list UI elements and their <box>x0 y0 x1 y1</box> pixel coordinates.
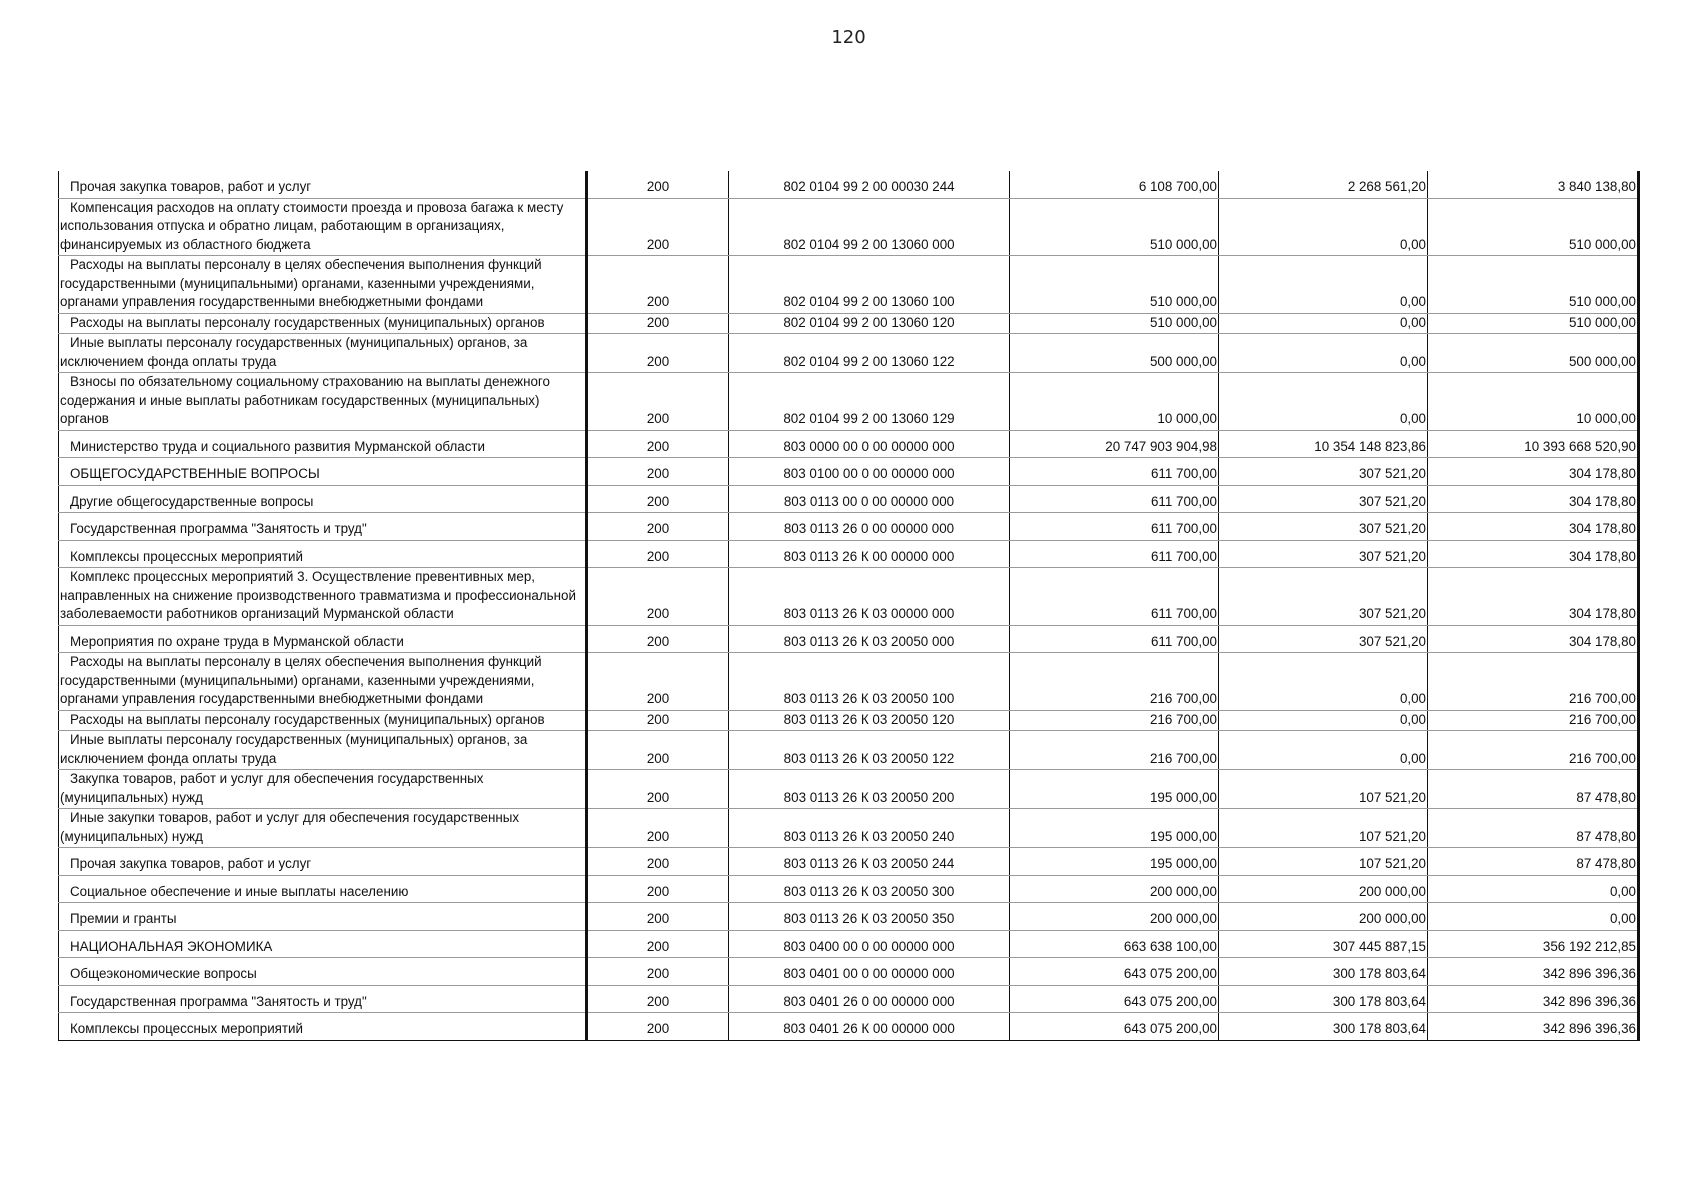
row-approved-amount-cell: 216 700,00 <box>1010 653 1219 711</box>
table-row <box>59 256 1639 314</box>
row-name-cell <box>59 430 587 458</box>
row-approved-amount-cell: 663 638 100,00 <box>1010 930 1219 958</box>
row-unexecuted-amount-cell: 3 840 138,80 <box>1428 171 1639 198</box>
row-approved-amount-cell: 500 000,00 <box>1010 334 1219 373</box>
row-classification-code-cell: 803 0113 26 0 00 00000 000 <box>729 513 1010 541</box>
row-name-text: Государственная программа "Занятость и труд" <box>70 521 367 536</box>
row-unexecuted-amount-cell: 342 896 396,36 <box>1428 1013 1639 1041</box>
row-line-code-cell: 200 <box>587 171 729 198</box>
row-unexecuted-amount-cell: 510 000,00 <box>1428 256 1639 314</box>
row-name-text: Государственная программа "Занятость и труд" <box>70 993 367 1009</box>
table-body <box>59 171 1639 1040</box>
row-name-cell <box>59 625 587 653</box>
row-name-cell <box>59 485 587 513</box>
row-approved-amount-cell: 611 700,00 <box>1010 485 1219 513</box>
row-unexecuted-amount-cell: 10 000,00 <box>1428 373 1639 431</box>
row-classification-code-cell: 802 0104 99 2 00 13060 129 <box>729 373 1010 431</box>
row-classification-code-cell: 803 0113 26 К 03 20050 122 <box>729 731 1010 770</box>
row-classification-code-cell: 803 0113 26 К 03 20050 000 <box>729 625 1010 653</box>
row-unexecuted-amount-cell: 304 178,80 <box>1428 625 1639 653</box>
row-unexecuted-amount-cell: 304 178,80 <box>1428 568 1639 626</box>
row-unexecuted-amount-cell: 500 000,00 <box>1428 334 1639 373</box>
row-unexecuted-amount-cell: 216 700,00 <box>1428 731 1639 770</box>
row-classification-code-cell: 802 0104 99 2 00 13060 120 <box>729 313 1010 334</box>
row-unexecuted-amount-cell: 342 896 396,36 <box>1428 958 1639 986</box>
row-name-text: Расходы на выплаты персоналу государственных (муниципальных) органов <box>70 711 545 727</box>
row-name-text: Расходы на выплаты персоналу государственных (муниципальных) органов <box>70 314 545 330</box>
row-name-cell <box>59 848 587 876</box>
row-line-code-cell: 200 <box>587 1013 729 1041</box>
row-approved-amount-cell: 195 000,00 <box>1010 848 1219 876</box>
row-approved-amount-cell: 510 000,00 <box>1010 256 1219 314</box>
row-line-code-cell: 200 <box>587 848 729 876</box>
row-executed-amount-cell: 0,00 <box>1219 710 1428 731</box>
row-name-cell <box>59 171 587 198</box>
row-name-text: Премии и гранты <box>70 911 177 926</box>
row-name-text: Комплексы процессных мероприятий <box>70 548 304 564</box>
row-name-cell <box>59 1013 587 1041</box>
table-row <box>59 958 1639 986</box>
row-approved-amount-cell: 611 700,00 <box>1010 568 1219 626</box>
row-name-text: Закупка товаров, работ и услуг для обеспечения государственных (муниципальных) нужд <box>60 771 484 805</box>
row-line-code-cell: 200 <box>587 540 729 568</box>
row-unexecuted-amount-cell: 510 000,00 <box>1428 313 1639 334</box>
row-line-code-cell: 200 <box>587 568 729 626</box>
table-row <box>59 710 1639 731</box>
row-executed-amount-cell: 307 445 887,15 <box>1219 930 1428 958</box>
row-classification-code-cell: 802 0104 99 2 00 13060 122 <box>729 334 1010 373</box>
table-row <box>59 458 1639 486</box>
row-executed-amount-cell: 0,00 <box>1219 313 1428 334</box>
row-line-code-cell: 200 <box>587 625 729 653</box>
row-executed-amount-cell: 307 521,20 <box>1219 540 1428 568</box>
row-line-code-cell: 200 <box>587 985 729 1013</box>
row-name-text: Прочая закупка товаров, работ и услуг <box>70 856 312 871</box>
row-approved-amount-cell: 195 000,00 <box>1010 770 1219 809</box>
row-classification-code-cell: 803 0400 00 0 00 00000 000 <box>729 930 1010 958</box>
row-executed-amount-cell: 300 178 803,64 <box>1219 958 1428 986</box>
table-row <box>59 171 1639 198</box>
row-name-text: Иные выплаты персоналу государственных (муниципальных) органов, за исключением фонда оплаты труда <box>60 732 528 766</box>
row-name-text: ОБЩЕГОСУДАРСТВЕННЫЕ ВОПРОСЫ <box>70 466 320 481</box>
row-unexecuted-amount-cell: 87 478,80 <box>1428 809 1639 848</box>
row-name-text: Иные закупки товаров, работ и услуг для обеспечения государственных (муниципальных) нужд <box>60 810 520 844</box>
row-name-cell <box>59 731 587 770</box>
row-name-cell <box>59 513 587 541</box>
row-classification-code-cell: 803 0113 26 К 03 20050 100 <box>729 653 1010 711</box>
row-name-cell <box>59 770 587 809</box>
table-row <box>59 485 1639 513</box>
row-unexecuted-amount-cell: 304 178,80 <box>1428 485 1639 513</box>
table-row <box>59 903 1639 931</box>
row-executed-amount-cell: 307 521,20 <box>1219 568 1428 626</box>
row-name-text: Другие общегосударственные вопросы <box>70 493 314 509</box>
row-executed-amount-cell: 2 268 561,20 <box>1219 171 1428 198</box>
row-name-cell <box>59 458 587 486</box>
table-row <box>59 568 1639 626</box>
row-classification-code-cell: 803 0113 26 К 03 20050 120 <box>729 710 1010 731</box>
row-name-text: Расходы на выплаты персоналу в целях обеспечения выполнения функций государственными (муниципальными) органами, казенными учреждениями, органами управления государственными внебюджетными фондами <box>60 654 542 706</box>
row-line-code-cell: 200 <box>587 875 729 903</box>
row-name-cell <box>59 710 587 731</box>
row-unexecuted-amount-cell: 510 000,00 <box>1428 198 1639 256</box>
row-name-cell <box>59 198 587 256</box>
row-line-code-cell: 200 <box>587 334 729 373</box>
row-executed-amount-cell: 107 521,20 <box>1219 770 1428 809</box>
row-classification-code-cell: 803 0113 26 К 03 20050 240 <box>729 809 1010 848</box>
row-classification-code-cell: 803 0113 26 К 03 00000 000 <box>729 568 1010 626</box>
budget-execution-table <box>58 171 1640 1041</box>
table-row <box>59 731 1639 770</box>
row-executed-amount-cell: 0,00 <box>1219 256 1428 314</box>
row-approved-amount-cell: 643 075 200,00 <box>1010 1013 1219 1041</box>
row-executed-amount-cell: 307 521,20 <box>1219 458 1428 486</box>
row-line-code-cell: 200 <box>587 513 729 541</box>
row-approved-amount-cell: 195 000,00 <box>1010 809 1219 848</box>
row-executed-amount-cell: 307 521,20 <box>1219 485 1428 513</box>
row-name-text: Расходы на выплаты персоналу в целях обеспечения выполнения функций государственными (муниципальными) органами, казенными учреждениями, органами управления государственными внебюджетными фондами <box>60 257 542 309</box>
row-classification-code-cell: 803 0100 00 0 00 00000 000 <box>729 458 1010 486</box>
row-name-text: Иные выплаты персоналу государственных (муниципальных) органов, за исключением фонда оплаты труда <box>60 335 528 369</box>
row-classification-code-cell: 803 0401 26 0 00 00000 000 <box>729 985 1010 1013</box>
row-unexecuted-amount-cell: 216 700,00 <box>1428 710 1639 731</box>
row-name-text: Социальное обеспечение и иные выплаты населению <box>70 883 409 899</box>
row-unexecuted-amount-cell: 342 896 396,36 <box>1428 985 1639 1013</box>
row-executed-amount-cell: 0,00 <box>1219 334 1428 373</box>
row-line-code-cell: 200 <box>587 430 729 458</box>
row-line-code-cell: 200 <box>587 930 729 958</box>
row-name-cell <box>59 875 587 903</box>
row-line-code-cell: 200 <box>587 770 729 809</box>
row-executed-amount-cell: 0,00 <box>1219 731 1428 770</box>
row-classification-code-cell: 803 0113 26 К 03 20050 200 <box>729 770 1010 809</box>
row-line-code-cell: 200 <box>587 458 729 486</box>
row-line-code-cell: 200 <box>587 373 729 431</box>
row-executed-amount-cell: 10 354 148 823,86 <box>1219 430 1428 458</box>
row-name-cell <box>59 653 587 711</box>
table-row <box>59 848 1639 876</box>
row-classification-code-cell: 802 0104 99 2 00 13060 100 <box>729 256 1010 314</box>
row-approved-amount-cell: 611 700,00 <box>1010 513 1219 541</box>
row-approved-amount-cell: 216 700,00 <box>1010 731 1219 770</box>
table-row <box>59 809 1639 848</box>
row-unexecuted-amount-cell: 304 178,80 <box>1428 540 1639 568</box>
row-name-text: Комплексы процессных мероприятий <box>70 1021 304 1036</box>
row-executed-amount-cell: 0,00 <box>1219 373 1428 431</box>
row-executed-amount-cell: 200 000,00 <box>1219 903 1428 931</box>
row-classification-code-cell: 802 0104 99 2 00 00030 244 <box>729 171 1010 198</box>
table-row <box>59 373 1639 431</box>
row-line-code-cell: 200 <box>587 710 729 731</box>
row-line-code-cell: 200 <box>587 198 729 256</box>
row-unexecuted-amount-cell: 356 192 212,85 <box>1428 930 1639 958</box>
row-name-cell <box>59 373 587 431</box>
row-name-cell <box>59 540 587 568</box>
table-row <box>59 770 1639 809</box>
table-row <box>59 875 1639 903</box>
row-name-text: Министерство труда и социального развития Мурманской области <box>70 438 486 454</box>
row-line-code-cell: 200 <box>587 485 729 513</box>
table-row <box>59 653 1639 711</box>
row-name-text: Взносы по обязательному социальному страхованию на выплаты денежного содержания и иные выплаты работникам государственных (муниципальных) органов <box>60 374 550 426</box>
row-name-text: Компенсация расходов на оплату стоимости проезда и провоза багажа к месту использования отпуска и обратно лицам, работающим в организациях, финансируемых из областного бюджета <box>60 199 564 252</box>
row-line-code-cell: 200 <box>587 731 729 770</box>
row-classification-code-cell: 803 0401 26 К 00 00000 000 <box>729 1013 1010 1041</box>
row-executed-amount-cell: 300 178 803,64 <box>1219 985 1428 1013</box>
table-row <box>59 625 1639 653</box>
row-approved-amount-cell: 216 700,00 <box>1010 710 1219 731</box>
row-executed-amount-cell: 0,00 <box>1219 198 1428 256</box>
table-row <box>59 198 1639 256</box>
table-row <box>59 313 1639 334</box>
row-approved-amount-cell: 510 000,00 <box>1010 313 1219 334</box>
row-name-cell <box>59 930 587 958</box>
row-name-cell <box>59 256 587 314</box>
row-line-code-cell: 200 <box>587 958 729 986</box>
row-executed-amount-cell: 300 178 803,64 <box>1219 1013 1428 1041</box>
row-approved-amount-cell: 10 000,00 <box>1010 373 1219 431</box>
row-line-code-cell: 200 <box>587 809 729 848</box>
row-line-code-cell: 200 <box>587 653 729 711</box>
row-name-cell <box>59 985 587 1013</box>
row-executed-amount-cell: 0,00 <box>1219 653 1428 711</box>
table-row <box>59 513 1639 541</box>
row-classification-code-cell: 803 0113 26 К 03 20050 300 <box>729 875 1010 903</box>
row-approved-amount-cell: 6 108 700,00 <box>1010 171 1219 198</box>
row-executed-amount-cell: 307 521,20 <box>1219 625 1428 653</box>
row-approved-amount-cell: 611 700,00 <box>1010 625 1219 653</box>
row-classification-code-cell: 803 0000 00 0 00 00000 000 <box>729 430 1010 458</box>
row-unexecuted-amount-cell: 87 478,80 <box>1428 770 1639 809</box>
row-unexecuted-amount-cell: 87 478,80 <box>1428 848 1639 876</box>
row-approved-amount-cell: 510 000,00 <box>1010 198 1219 256</box>
row-classification-code-cell: 803 0401 00 0 00 00000 000 <box>729 958 1010 986</box>
row-name-cell <box>59 809 587 848</box>
row-approved-amount-cell: 200 000,00 <box>1010 875 1219 903</box>
page-number: 120 <box>831 27 866 48</box>
table-row <box>59 930 1639 958</box>
row-name-text: Комплекс процессных мероприятий 3. Осуществление превентивных мер, направленных на снижение производственного травматизма и профессиональной заболеваемости работников организаций Мурманской области <box>60 569 576 621</box>
row-name-cell <box>59 958 587 986</box>
row-classification-code-cell: 802 0104 99 2 00 13060 000 <box>729 198 1010 256</box>
row-unexecuted-amount-cell: 0,00 <box>1428 903 1639 931</box>
row-unexecuted-amount-cell: 10 393 668 520,90 <box>1428 430 1639 458</box>
row-executed-amount-cell: 107 521,20 <box>1219 809 1428 848</box>
table-row <box>59 985 1639 1013</box>
row-executed-amount-cell: 307 521,20 <box>1219 513 1428 541</box>
row-name-cell <box>59 313 587 334</box>
row-name-text: Прочая закупка товаров, работ и услуг <box>70 179 312 194</box>
row-classification-code-cell: 803 0113 26 К 00 00000 000 <box>729 540 1010 568</box>
row-classification-code-cell: 803 0113 00 0 00 00000 000 <box>729 485 1010 513</box>
table-row <box>59 540 1639 568</box>
row-classification-code-cell: 803 0113 26 К 03 20050 350 <box>729 903 1010 931</box>
row-approved-amount-cell: 643 075 200,00 <box>1010 985 1219 1013</box>
row-line-code-cell: 200 <box>587 903 729 931</box>
row-name-text: Общеэкономические вопросы <box>70 966 257 981</box>
table-row <box>59 430 1639 458</box>
row-executed-amount-cell: 107 521,20 <box>1219 848 1428 876</box>
row-classification-code-cell: 803 0113 26 К 03 20050 244 <box>729 848 1010 876</box>
row-unexecuted-amount-cell: 304 178,80 <box>1428 458 1639 486</box>
row-line-code-cell: 200 <box>587 313 729 334</box>
row-name-text: НАЦИОНАЛЬНАЯ ЭКОНОМИКА <box>70 938 273 954</box>
row-approved-amount-cell: 643 075 200,00 <box>1010 958 1219 986</box>
row-unexecuted-amount-cell: 0,00 <box>1428 875 1639 903</box>
table-row <box>59 1013 1639 1041</box>
row-approved-amount-cell: 20 747 903 904,98 <box>1010 430 1219 458</box>
row-name-cell <box>59 334 587 373</box>
row-name-cell <box>59 903 587 931</box>
row-approved-amount-cell: 611 700,00 <box>1010 540 1219 568</box>
row-approved-amount-cell: 200 000,00 <box>1010 903 1219 931</box>
row-unexecuted-amount-cell: 304 178,80 <box>1428 513 1639 541</box>
row-approved-amount-cell: 611 700,00 <box>1010 458 1219 486</box>
row-unexecuted-amount-cell: 216 700,00 <box>1428 653 1639 711</box>
row-line-code-cell: 200 <box>587 256 729 314</box>
row-executed-amount-cell: 200 000,00 <box>1219 875 1428 903</box>
table-row <box>59 334 1639 373</box>
row-name-text: Мероприятия по охране труда в Мурманской области <box>70 633 404 649</box>
row-name-cell <box>59 568 587 626</box>
